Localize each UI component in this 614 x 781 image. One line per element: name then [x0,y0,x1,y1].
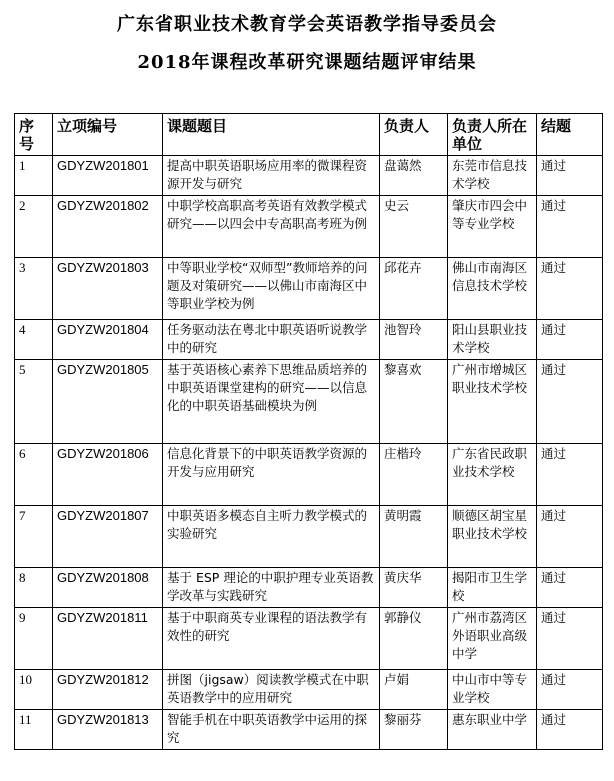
cell-no: 3 [15,258,53,320]
table-row [15,710,603,750]
table-row [15,360,603,444]
cell-topic: 中等职业学校“双师型”教师培养的问题及对策研究——以佛山市南海区中等职业学校为例 [163,258,380,320]
cell-unit: 肇庆市四会中等专业学校 [448,196,537,258]
cell-result: 通过 [537,360,603,444]
cell-no: 6 [15,444,53,506]
table-row [15,196,603,258]
table-row [15,506,603,568]
cell-topic: 中职学校高职高考英语有效教学模式研究——以四会中专高职高考班为例 [163,196,380,258]
table-row [15,568,603,608]
cell-result: 通过 [537,670,603,710]
cell-code: GDYZW201805 [53,360,163,444]
cell-leader: 庄楷玲 [380,444,448,506]
cell-leader: 黎丽芬 [380,710,448,750]
header-result: 结题 [537,114,603,156]
cell-code: GDYZW201813 [53,710,163,750]
cell-result: 通过 [537,320,603,360]
cell-leader: 黎喜欢 [380,360,448,444]
cell-result: 通过 [537,506,603,568]
cell-topic: 拼图（jigsaw）阅读教学模式在中职英语教学中的应用研究 [163,670,380,710]
cell-code: GDYZW201806 [53,444,163,506]
cell-leader: 卢娟 [380,670,448,710]
cell-result: 通过 [537,258,603,320]
cell-topic: 基于 ESP 理论的中职护理专业英语教学改革与实践研究 [163,568,380,608]
cell-leader: 郭静仪 [380,608,448,670]
cell-leader: 池智玲 [380,320,448,360]
cell-unit: 惠东职业中学 [448,710,537,750]
header-topic: 课题题目 [163,114,380,156]
title-line-2: 2018年课程改革研究课题结题评审结果 [137,52,477,73]
cell-unit: 广州市荔湾区外语职业高级中学 [448,608,537,670]
cell-topic: 基于英语核心素养下思维品质培养的中职英语课堂建构的研究——以信息化的中职英语基础模块为例 [163,360,380,444]
cell-result: 通过 [537,608,603,670]
header-unit: 负责人所在单位 [448,114,537,156]
cell-unit: 中山市中等专业学校 [448,670,537,710]
table-row [15,156,603,196]
cell-unit: 揭阳市卫生学校 [448,568,537,608]
cell-topic: 任务驱动法在粤北中职英语听说教学中的研究 [163,320,380,360]
cell-leader: 邱花卉 [380,258,448,320]
cell-no: 7 [15,506,53,568]
cell-code: GDYZW201807 [53,506,163,568]
cell-result: 通过 [537,444,603,506]
cell-unit: 东莞市信息技术学校 [448,156,537,196]
header-no: 序号 [15,114,53,156]
cell-code: GDYZW201808 [53,568,163,608]
cell-no: 1 [15,156,53,196]
cell-no: 4 [15,320,53,360]
cell-topic: 智能手机在中职英语教学中运用的探究 [163,710,380,750]
cell-result: 通过 [537,196,603,258]
cell-leader: 黄明霞 [380,506,448,568]
cell-no: 11 [15,710,53,750]
cell-topic: 中职英语多模态自主听力教学模式的实验研究 [163,506,380,568]
cell-code: GDYZW201811 [53,608,163,670]
cell-topic: 提高中职英语职场应用率的微课程资源开发与研究 [163,156,380,196]
cell-topic: 基于中职商英专业课程的语法教学有效性的研究 [163,608,380,670]
cell-no: 9 [15,608,53,670]
table-row [15,320,603,360]
cell-result: 通过 [537,568,603,608]
header-leader: 负责人 [380,114,448,156]
cell-code: GDYZW201803 [53,258,163,320]
cell-no: 5 [15,360,53,444]
cell-code: GDYZW201801 [53,156,163,196]
header-row [15,114,603,156]
cell-unit: 阳山县职业技术学校 [448,320,537,360]
cell-topic: 信息化背景下的中职英语教学资源的开发与应用研究 [163,444,380,506]
cell-unit: 广东省民政职业技术学校 [448,444,537,506]
cell-code: GDYZW201802 [53,196,163,258]
cell-no: 8 [15,568,53,608]
cell-unit: 顺德区胡宝星职业技术学校 [448,506,537,568]
cell-leader: 史云 [380,196,448,258]
cell-unit: 广州市增城区职业技术学校 [448,360,537,444]
cell-leader: 盘蔼然 [380,156,448,196]
table-row [15,608,603,670]
cell-no: 10 [15,670,53,710]
cell-no: 2 [15,196,53,258]
cell-result: 通过 [537,710,603,750]
cell-code: GDYZW201804 [53,320,163,360]
results-table [14,113,603,750]
cell-leader: 黄庆华 [380,568,448,608]
cell-result: 通过 [537,156,603,196]
header-code: 立项编号 [53,114,163,156]
cell-unit: 佛山市南海区信息技术学校 [448,258,537,320]
table-row [15,670,603,710]
table-row [15,258,603,320]
cell-code: GDYZW201812 [53,670,163,710]
title-line-1: 广东省职业技术教育学会英语教学指导委员会 [117,14,497,35]
table-row [15,444,603,506]
